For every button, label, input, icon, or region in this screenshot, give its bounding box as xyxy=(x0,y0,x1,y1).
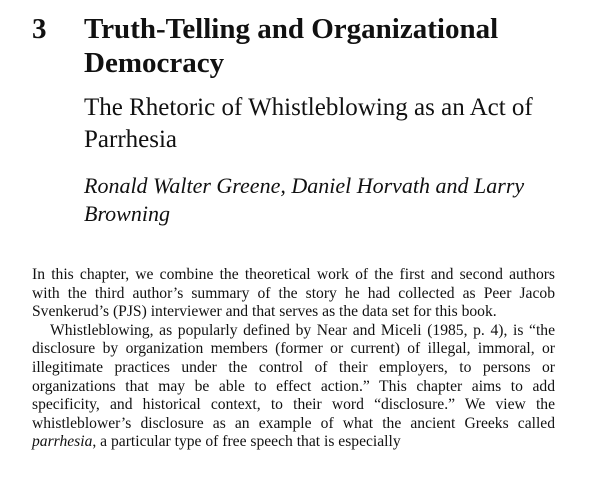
paragraph-2-text-end: , a particular type of free speech that is especially xyxy=(92,433,401,451)
chapter-title: Truth-Telling and Organizational Democracy xyxy=(84,13,499,79)
body-text xyxy=(32,266,555,452)
paragraph-1: In this chapter, we combine the theoretical work of the first and second authors with the third author’s summary of the story he had collected as Peer Jacob Svenkerud’s (PJS) interviewer and that serves as the data set for this book. xyxy=(32,266,555,321)
paragraph-2-text-start: Whistleblowing, as popularly defined by Near and Miceli (1985, p. 4), is “the disclosure by organization members (former or current) of illegal, immoral, or illegitimate practices under the control of their employers, to persons or organizations that may be able to effect action.” This chapter aims to add specificity, and historical context, to their word “disclosure.” We view the whistleblower’s disclosure as an example of what the ancient Greeks called xyxy=(32,321,555,432)
paragraph-2-term-parrhesia: parrhesia xyxy=(32,433,93,451)
chapter-number: 3 xyxy=(32,13,47,45)
chapter-authors: Ronald Walter Greene, Daniel Horvath and Larry Browning xyxy=(84,173,525,226)
paragraph-2 xyxy=(32,322,555,452)
chapter-subtitle: The Rhetoric of Whistleblowing as an Act of Parrhesia xyxy=(84,94,533,153)
